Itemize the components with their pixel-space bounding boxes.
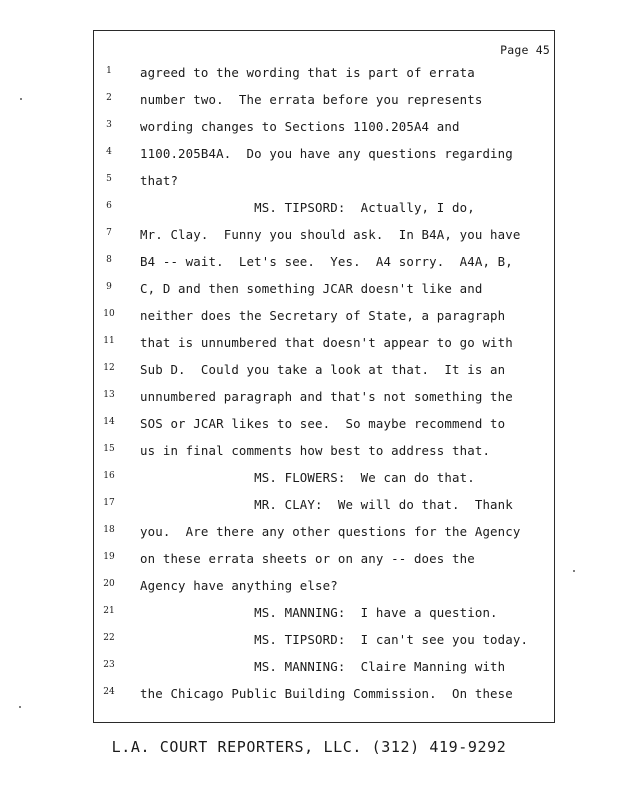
page-number: Page 45: [500, 43, 550, 57]
transcript-line: [94, 363, 554, 390]
line-text: number two. The errata before you represents: [140, 92, 483, 107]
line-text: us in final comments how best to address that.: [140, 443, 491, 458]
line-text: Mr. Clay. Funny you should ask. In B4A, you have: [140, 227, 521, 242]
line-text: MS. MANNING: I have a question.: [140, 605, 498, 620]
line-text: 1100.205B4A. Do you have any questions regarding: [140, 146, 513, 161]
line-text: Agency have anything else?: [140, 578, 338, 593]
line-number: 13: [103, 390, 115, 400]
line-text: MR. CLAY: We will do that. Thank: [140, 497, 513, 512]
line-number: 7: [106, 228, 112, 238]
line-text: B4 -- wait. Let's see. Yes. A4 sorry. A4A, B,: [140, 254, 513, 269]
line-text: MS. FLOWERS: We can do that.: [140, 470, 475, 485]
transcript-page-frame: [93, 30, 555, 723]
line-text: agreed to the wording that is part of errata: [140, 65, 475, 80]
line-text: neither does the Secretary of State, a paragraph: [140, 308, 506, 323]
transcript-line: [94, 390, 554, 417]
line-text: that?: [140, 173, 179, 188]
transcript-line: [94, 309, 554, 336]
transcript-line: [94, 336, 554, 363]
line-number: 14: [103, 417, 115, 427]
line-number: 2: [106, 93, 112, 103]
transcript-line: [94, 147, 554, 174]
transcript-line: [94, 201, 554, 228]
line-number: 15: [103, 444, 115, 454]
transcript-line: [94, 93, 554, 120]
transcript-line: [94, 444, 554, 471]
line-text: the Chicago Public Building Commission. On these: [140, 686, 513, 701]
transcript-line: [94, 174, 554, 201]
line-number: 22: [103, 633, 115, 643]
transcript-line: [94, 660, 554, 687]
transcript-line: [94, 471, 554, 498]
line-number: 12: [103, 363, 115, 373]
line-number: 23: [103, 660, 115, 670]
transcript-line: [94, 633, 554, 660]
transcript-line: [94, 525, 554, 552]
line-text: unnumbered paragraph and that's not something the: [140, 389, 513, 404]
line-number: 1: [106, 66, 112, 76]
line-number: 9: [106, 282, 112, 292]
transcript-line: [94, 228, 554, 255]
line-text: you. Are there any other questions for the Agency: [140, 524, 521, 539]
line-number: 21: [103, 606, 115, 616]
line-text: wording changes to Sections 1100.205A4 and: [140, 119, 460, 134]
line-text: that is unnumbered that doesn't appear to go with: [140, 335, 513, 350]
scan-speckle: [20, 98, 22, 100]
line-number: 16: [103, 471, 115, 481]
line-number: 8: [106, 255, 112, 265]
line-number: 11: [103, 336, 115, 346]
line-text: MS. TIPSORD: I can't see you today.: [140, 632, 529, 647]
line-text: MS. MANNING: Claire Manning with: [140, 659, 506, 674]
reporter-footer: L.A. COURT REPORTERS, LLC. (312) 419-9292: [111, 738, 507, 756]
line-text: on these errata sheets or on any -- does the: [140, 551, 475, 566]
transcript-line: [94, 282, 554, 309]
line-number: 17: [103, 498, 115, 508]
line-number: 20: [103, 579, 115, 589]
line-number: 6: [106, 201, 112, 211]
line-text: MS. TIPSORD: Actually, I do,: [140, 200, 475, 215]
line-number: 10: [103, 309, 115, 319]
line-number: 19: [103, 552, 115, 562]
scan-speckle: [573, 570, 575, 572]
transcript-line: [94, 498, 554, 525]
transcript-line: [94, 66, 554, 93]
transcript-line: [94, 579, 554, 606]
transcript-line: [94, 687, 554, 714]
line-number: 18: [103, 525, 115, 535]
transcript-line: [94, 255, 554, 282]
line-number: 4: [106, 147, 112, 157]
transcript-line: [94, 606, 554, 633]
line-number: 24: [103, 687, 115, 697]
line-text: C, D and then something JCAR doesn't like and: [140, 281, 483, 296]
transcript-line: [94, 417, 554, 444]
line-text: SOS or JCAR likes to see. So maybe recommend to: [140, 416, 506, 431]
transcript-line: [94, 120, 554, 147]
line-text: Sub D. Could you take a look at that. It is an: [140, 362, 506, 377]
transcript-line: [94, 552, 554, 579]
scan-speckle: [19, 706, 21, 708]
line-number: 5: [106, 174, 112, 184]
line-number: 3: [106, 120, 112, 130]
